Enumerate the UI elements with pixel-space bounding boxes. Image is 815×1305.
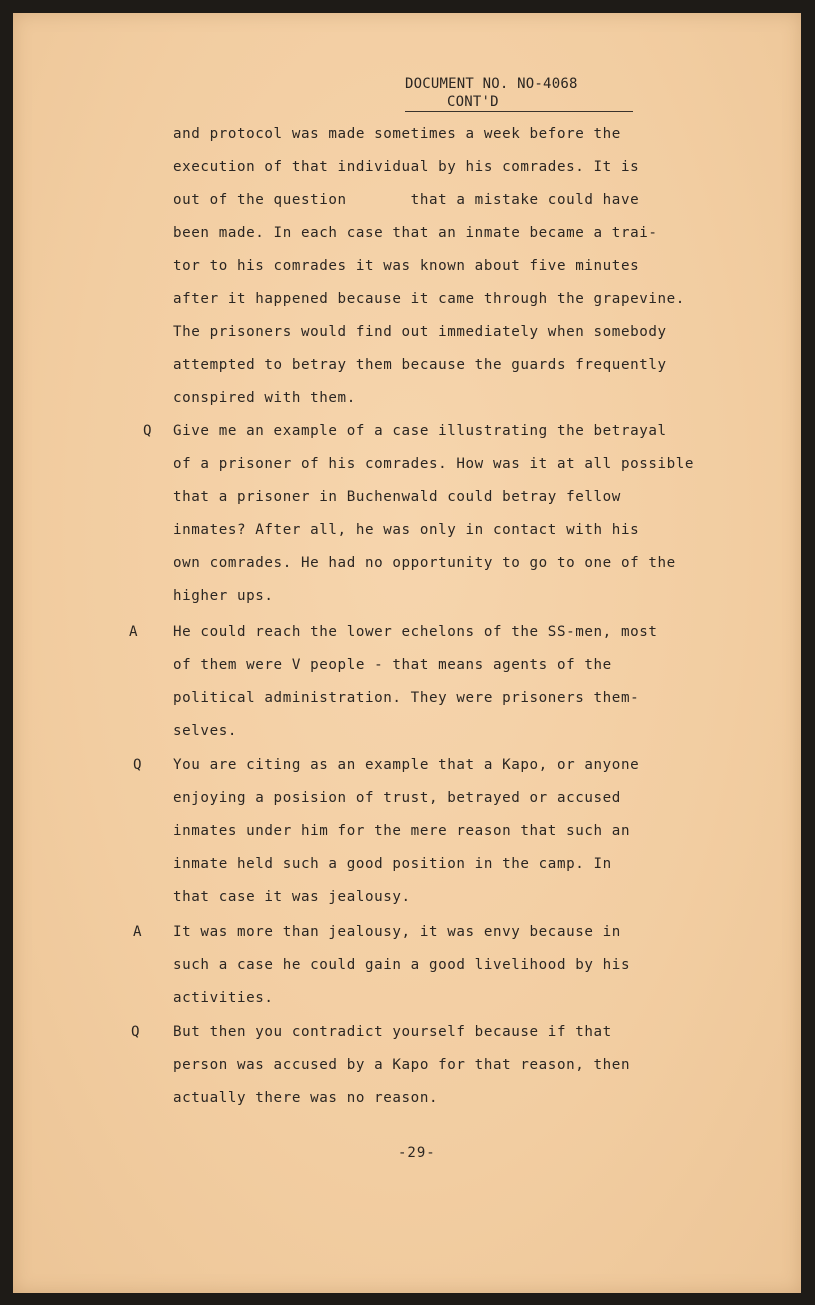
text-line: person was accused by a Kapo for that reason, then [173, 1057, 631, 1073]
text-line: inmate held such a good position in the camp. In [173, 856, 612, 872]
text-line: after it happened because it came through the grapevine. [173, 291, 685, 307]
text-line: attempted to betray them because the guards frequently [173, 357, 667, 373]
text-line: inmates under him for the mere reason that such an [173, 823, 631, 839]
text-line: and protocol was made sometimes a week before the [173, 126, 621, 142]
text-line: Give me an example of a case illustrating the betrayal [173, 423, 667, 439]
text-line: that a prisoner in Buchenwald could betray fellow [173, 489, 621, 505]
text-line: You are citing as an example that a Kapo, or anyone [173, 757, 640, 773]
text-line: conspired with them. [173, 390, 356, 406]
answer-marker: A [133, 924, 142, 940]
text-line: enjoying a posision of trust, betrayed or accused [173, 790, 621, 806]
text-line: activities. [173, 990, 274, 1006]
text-line: actually there was no reason. [173, 1090, 439, 1106]
document-page [13, 13, 801, 1293]
text-line: such a case he could gain a good livelihood by his [173, 957, 631, 973]
text-line: been made. In each case that an inmate became a trai- [173, 225, 658, 241]
page-number: -29- [398, 1145, 436, 1161]
text-line: execution of that individual by his comrades. It is [173, 159, 640, 175]
text-line: higher ups. [173, 588, 274, 604]
document-header [405, 75, 633, 112]
text-line: He could reach the lower echelons of the SS-men, most [173, 624, 658, 640]
continued-label: CONT'D [405, 93, 633, 112]
text-line: own comrades. He had no opportunity to go to one of the [173, 555, 676, 571]
text-line: that case it was jealousy. [173, 889, 411, 905]
question-marker: Q [131, 1024, 140, 1040]
question-marker: Q [133, 757, 142, 773]
text-line: tor to his comrades it was known about five minutes [173, 258, 640, 274]
document-number: DOCUMENT NO. NO-4068 [405, 76, 578, 92]
question-marker: Q [143, 423, 152, 439]
text-line: out of the question that a mistake could have [173, 192, 640, 208]
text-line: The prisoners would find out immediately when somebody [173, 324, 667, 340]
text-line: selves. [173, 723, 237, 739]
text-line: But then you contradict yourself because if that [173, 1024, 612, 1040]
text-line: inmates? After all, he was only in contact with his [173, 522, 640, 538]
text-line: of them were V people - that means agents of the [173, 657, 612, 673]
text-line: It was more than jealousy, it was envy because in [173, 924, 621, 940]
answer-marker: A [129, 624, 138, 640]
text-line: of a prisoner of his comrades. How was it at all possible [173, 456, 695, 472]
text-line: political administration. They were prisoners them- [173, 690, 640, 706]
